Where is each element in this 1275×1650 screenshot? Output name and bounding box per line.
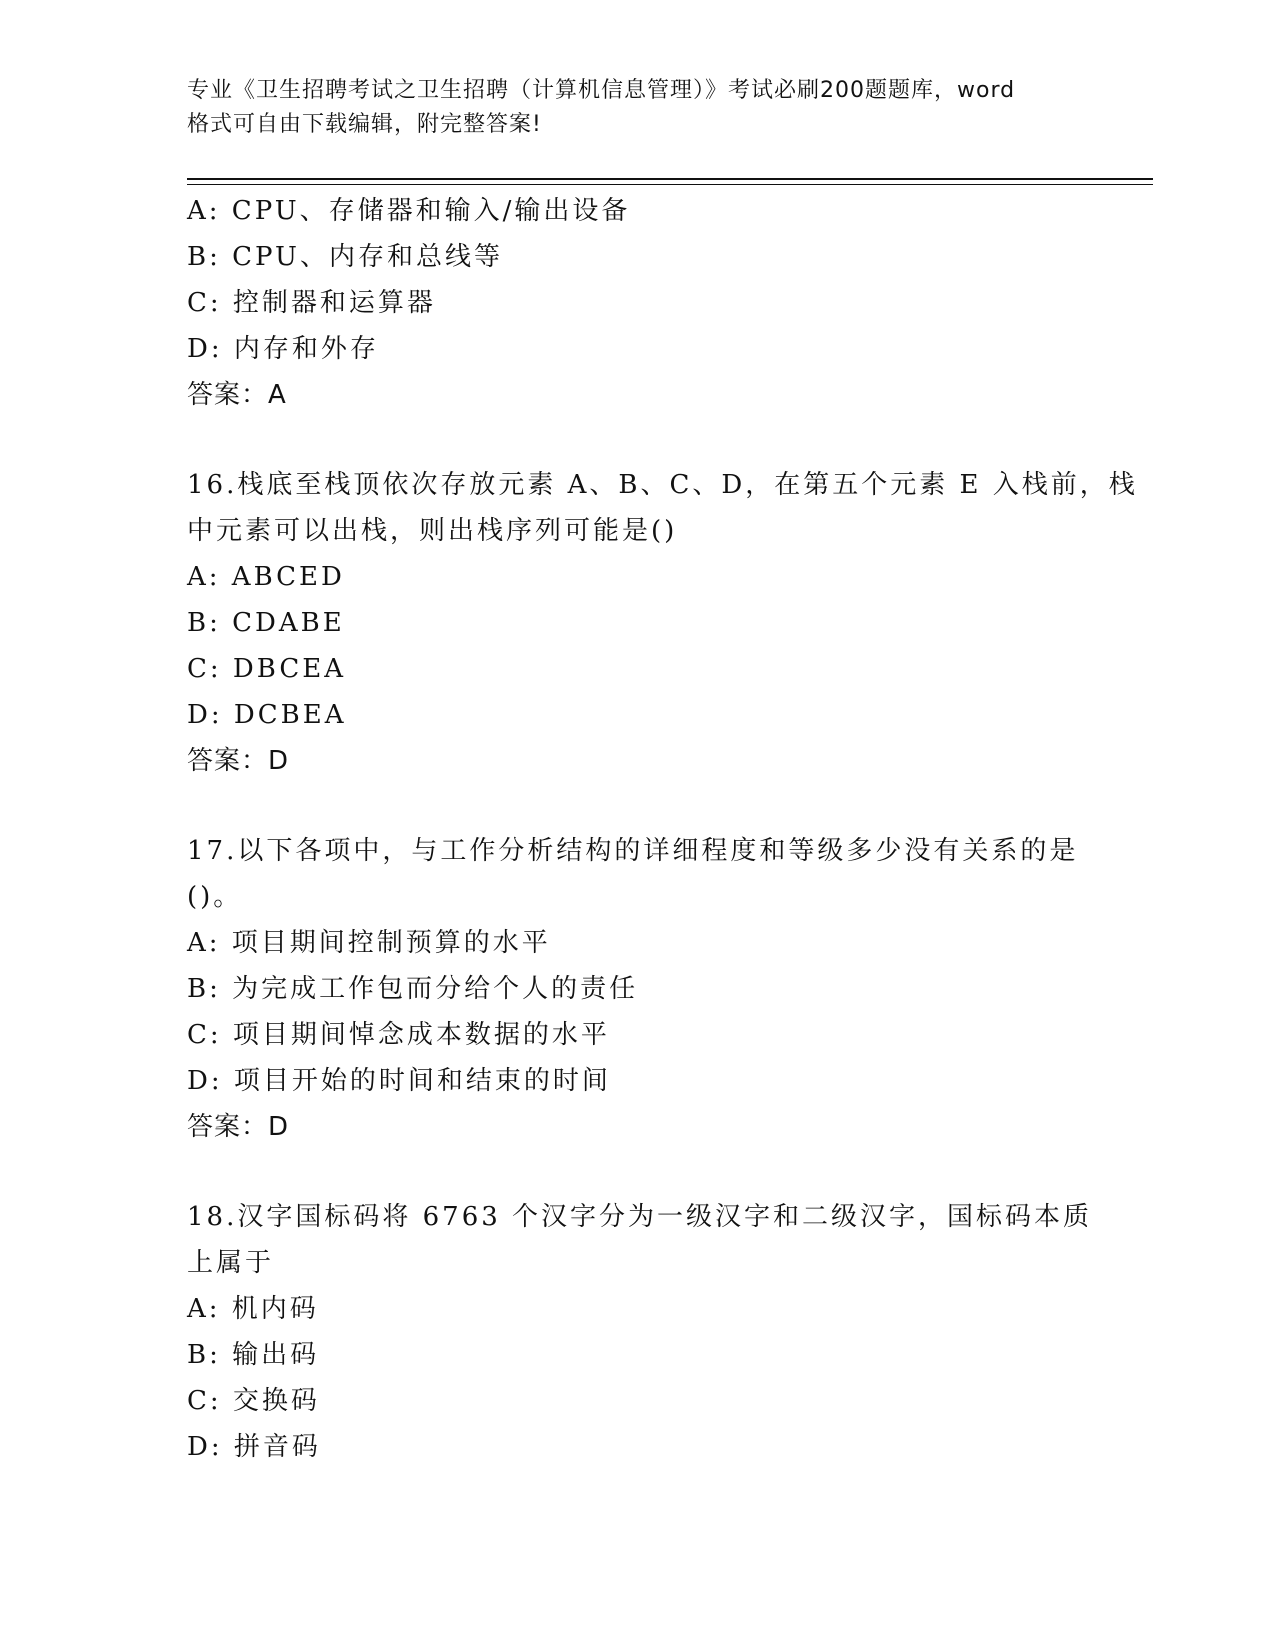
question-list [187,188,1138,1470]
question-15 [187,188,1087,418]
question-spacer [187,1150,1087,1194]
option-d: D: 拼音码 [187,1432,321,1462]
option-c: C: DBCEA [187,654,347,684]
question-stem-line-1: 16.栈底至栈顶依次存放元素 A、B、C、D，在第五个元素 E 入栈前，栈 [187,470,1138,500]
question-spacer [187,784,1087,828]
option-d: D: 内存和外存 [187,334,379,364]
option-d: D: 项目开始的时间和结束的时间 [187,1066,611,1096]
header-line-2: 格式可自由下载编辑，附完整答案! [187,112,542,137]
question-stem-line-1: 18.汉字国标码将 6763 个汉字分为一级汉字和二级汉字，国标码本质 [187,1202,1093,1232]
question-18 [187,1194,1093,1470]
option-b: B: CDABE [187,608,345,638]
option-d: D: DCBEA [187,700,347,730]
option-a: A: CPU、存储器和输入/输出设备 [187,196,631,226]
option-a: A: ABCED [187,562,345,592]
header-divider-thin [187,184,1153,185]
option-c: C: 项目期间悼念成本数据的水平 [187,1020,610,1050]
question-stem-line-1: 17.以下各项中，与工作分析结构的详细程度和等级多少没有关系的是 [187,836,1079,866]
option-b: B: 输出码 [187,1340,320,1370]
option-a: A: 项目期间控制预算的水平 [187,928,551,958]
option-c: C: 交换码 [187,1386,320,1416]
document-header [187,74,1087,142]
question-stem-line-2: ()。 [187,882,243,912]
option-b: B: CPU、内存和总线等 [187,242,503,272]
option-b: B: 为完成工作包而分给个人的责任 [187,974,639,1004]
question-stem-line-2: 中元素可以出栈，则出栈序列可能是() [187,516,678,546]
header-divider-thick [187,178,1153,180]
question-spacer [187,418,1087,462]
answer-label: 答案：A [187,380,287,410]
header-line-1: 专业《卫生招聘考试之卫生招聘（计算机信息管理）》考试必刷200题题库，word [187,78,1016,103]
question-16 [187,462,1138,784]
option-a: A: 机内码 [187,1294,319,1324]
answer-label: 答案：D [187,746,290,776]
option-c: C: 控制器和运算器 [187,288,436,318]
answer-label: 答案：D [187,1112,290,1142]
question-17 [187,828,1087,1150]
question-stem-line-2: 上属于 [187,1248,275,1278]
